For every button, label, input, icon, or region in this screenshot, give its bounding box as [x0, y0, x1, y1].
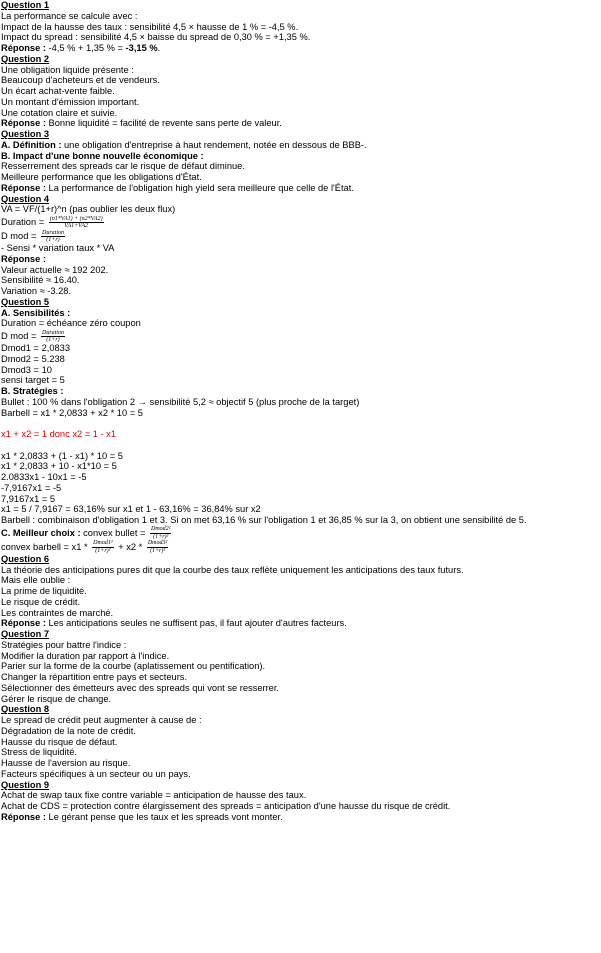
text-line: Bullet : 100 % dans l'obligation 2 → sensibilité 5,2 ≈ objectif 5 (plus proche de la target) [1, 396, 360, 407]
fraction-numerator: Duration [41, 329, 64, 336]
question-6-heading: Question 6 [1, 553, 50, 564]
calc-line: 7,9167x1 = 5 [1, 493, 56, 504]
text-line: Les contraintes de marché. [1, 607, 114, 618]
text-line: Modifier la duration par rapport à l'indice. [1, 650, 170, 661]
formula-label: Duration = [1, 217, 47, 227]
question-4-heading: Question 4 [1, 193, 50, 204]
blank-line [1, 418, 601, 429]
text-line: Stress de liquidité. [1, 747, 77, 758]
fraction-denominator: (1+r)² [153, 533, 169, 540]
text-line: Barbell = x1 * 2,0833 + x2 * 10 = 5 [1, 407, 143, 418]
text-line: Hausse de l'aversion au risque. [1, 758, 131, 768]
fraction-denominator: VA1+VA2 [64, 223, 89, 230]
question-8-heading: Question 8 [1, 704, 50, 715]
text-line: Un écart achat-vente faible. [1, 86, 115, 96]
answer-text: Le gérant pense que les taux et les spreads vont monter. [45, 811, 283, 822]
calc-line: 2.0833x1 - 10x1 = -5 [1, 472, 87, 482]
text-line: Dmod3 = 10 [1, 364, 52, 375]
answer-line [1, 43, 601, 54]
definition-text: une obligation d'entreprise à haut rendement, notée en dessous de BBB-. [61, 139, 367, 150]
answer-result: -3,15 % [125, 43, 158, 53]
fraction-denominator: (1+r)² [95, 547, 111, 554]
fraction-numerator: Dmod1² [93, 540, 113, 547]
text-line: Gérer le risque de change. [1, 693, 112, 704]
duration-formula [1, 215, 601, 229]
answer-label: Réponse : [1, 811, 46, 822]
dmod-formula [1, 329, 601, 343]
formula-label: D mod = [1, 231, 39, 241]
answer-line [1, 618, 601, 629]
fraction-numerator: (n1*VA1) + (n2*VA2) [49, 215, 103, 222]
definition-line [1, 140, 601, 151]
section-label: A. Sensibilités : [1, 307, 71, 318]
formula-line: VA = VF/(1+r)^n (pas oublier les deux flux) [1, 204, 176, 215]
text-line: Beaucoup d'acheteurs et de vendeurs. [1, 75, 160, 86]
formula-operator: + x2 * [115, 541, 145, 552]
section-label: B. Stratégies : [1, 386, 64, 396]
question-3-heading: Question 3 [1, 129, 50, 139]
fraction-numerator: Dmod2² [151, 526, 171, 533]
text-line: La performance se calcule avec : [1, 10, 138, 21]
calc-line: x1 * 2,0833 + (1 - x1) * 10 = 5 [1, 450, 123, 461]
text-line: Impact du spread : sensibilité 4,5 × baisse du spread de 0,30 % = +1,35 %. [1, 32, 311, 43]
text-line: La prime de liquidité. [1, 586, 87, 596]
question-5-heading: Question 5 [1, 296, 50, 307]
text-line: Dmod1 = 2,0833 [1, 343, 71, 353]
text-line: Duration = échéance zéro coupon [1, 318, 141, 329]
text-line: Facteurs spécifiques à un secteur ou un pays. [1, 768, 191, 779]
question-1-heading: Question 1 [1, 0, 50, 10]
fraction [41, 230, 65, 244]
answer-text: La performance de l'obligation high yield sera meilleure que celle de l'État. [45, 182, 354, 193]
formula-label: convex barbell = x1 * [1, 541, 91, 552]
answer-text: Les anticipations seules ne suffisent pas, il faut ajouter d'autres facteurs. [45, 618, 347, 629]
section-label: A. Définition : [1, 139, 62, 150]
calc-line: x1 * 2,0833 + 10 - x1*10 = 5 [1, 461, 117, 472]
text-line: Un montant d'émission important. [1, 96, 140, 107]
answer-line [1, 183, 601, 194]
fraction-denominator: (1+r) [46, 237, 60, 244]
fraction-denominator: (1+r)² [149, 547, 166, 554]
text-line: Resserrement des spreads car le risque de défaut diminue. [1, 161, 245, 172]
highlighted-equation: x1 + x2 = 1 donc x2 = 1 - x1 [1, 429, 116, 439]
fraction [41, 330, 65, 344]
text-line: Une cotation claire et suivie. [1, 107, 118, 118]
fraction-numerator: Dmod3² [147, 540, 168, 547]
fraction-denominator: (1+r) [46, 337, 60, 344]
convex-barbell-formula [1, 540, 601, 554]
dmod-formula [1, 229, 601, 243]
fraction [92, 540, 113, 554]
text-line: Une obligation liquide présente : [1, 64, 134, 75]
text-line: Sélectionner des émetteurs avec des spreads qui vont se resserrer. [1, 682, 280, 693]
calc-line: Barbell : combinaison d'obligation 1 et 3. Si on met 63,16 % sur l'obligation 1 et 36,85 % sur la 3, on obtient une sensibilité de 5. [1, 515, 527, 525]
answer-text: -4,5 % + 1,35 % = [45, 43, 126, 53]
text-line: La théorie des anticipations pures dit que la courbe des taux reflète uniquement les anticipations des taux futurs. [1, 564, 464, 575]
calc-line: -7,9167x1 = -5 [1, 482, 62, 493]
text-line: Dégradation de la note de crédit. [1, 725, 136, 736]
calc-line: x1 = 5 / 7,9167 = 63,16% sur x1 et 1 - 63,16% = 36,84% sur x2 [1, 504, 261, 515]
text-line: Achat de CDS = protection contre élargissement des spreads = anticipation d'une hausse du risque de crédit. [1, 801, 451, 811]
text-line: Le risque de crédit. [1, 596, 81, 607]
fraction-numerator: Duration [41, 229, 64, 236]
text-line: Impact de la hausse des taux : sensibilité 4,5 × hausse de 1 % = -4,5 %. [1, 21, 299, 32]
result-line: Variation ≈ -3.28. [1, 286, 72, 296]
question-2-heading: Question 2 [1, 53, 50, 64]
result-line: Sensibilité ≈ 16.40. [1, 275, 80, 286]
answer-label: Réponse : [1, 182, 46, 193]
text-line: Le spread de crédit peut augmenter à cause de : [1, 715, 202, 725]
answer-line [1, 812, 601, 823]
result-line: Valeur actuelle ≈ 192 202. [1, 264, 109, 275]
question-9-heading: Question 9 [1, 779, 50, 790]
answer-label: Réponse : [1, 43, 46, 53]
formula-label: convex bullet = [80, 527, 149, 538]
section-label: B. Impact d'une bonne nouvelle économique : [1, 150, 204, 161]
text-line: Stratégies pour battre l'indice : [1, 639, 127, 650]
answer-label: Réponse : [1, 118, 46, 129]
fraction [49, 216, 104, 230]
text-line: Parier sur la forme de la courbe (aplatissement ou pentification). [1, 661, 266, 672]
answer-end: . [157, 43, 161, 53]
answer-line [1, 118, 601, 129]
answer-label: Réponse : [1, 253, 46, 264]
text-line: sensi target = 5 [1, 375, 65, 386]
formula-line: - Sensi * variation taux * VA [1, 243, 115, 253]
text-line: Dmod2 = 5.238 [1, 353, 65, 364]
question-7-heading: Question 7 [1, 629, 50, 639]
convex-bullet-formula [1, 526, 601, 540]
answer-label: Réponse : [1, 618, 46, 629]
text-line: Changer la répartition entre pays et secteurs. [1, 672, 188, 682]
text-line: Meilleure performance que les obligations d'État. [1, 172, 202, 182]
text-line: Hausse du risque de défaut. [1, 736, 118, 747]
blank-line [1, 440, 601, 451]
text-line: Mais elle oublie : [1, 575, 71, 586]
section-label: C. Meilleur choix : [1, 527, 81, 538]
answer-text: Bonne liquidité = facilité de revente sans perte de valeur. [45, 118, 282, 129]
fraction [150, 526, 171, 540]
fraction [147, 540, 168, 554]
text-line: Achat de swap taux fixe contre variable = anticipation de hausse des taux. [1, 790, 307, 801]
formula-label: D mod = [1, 331, 39, 341]
